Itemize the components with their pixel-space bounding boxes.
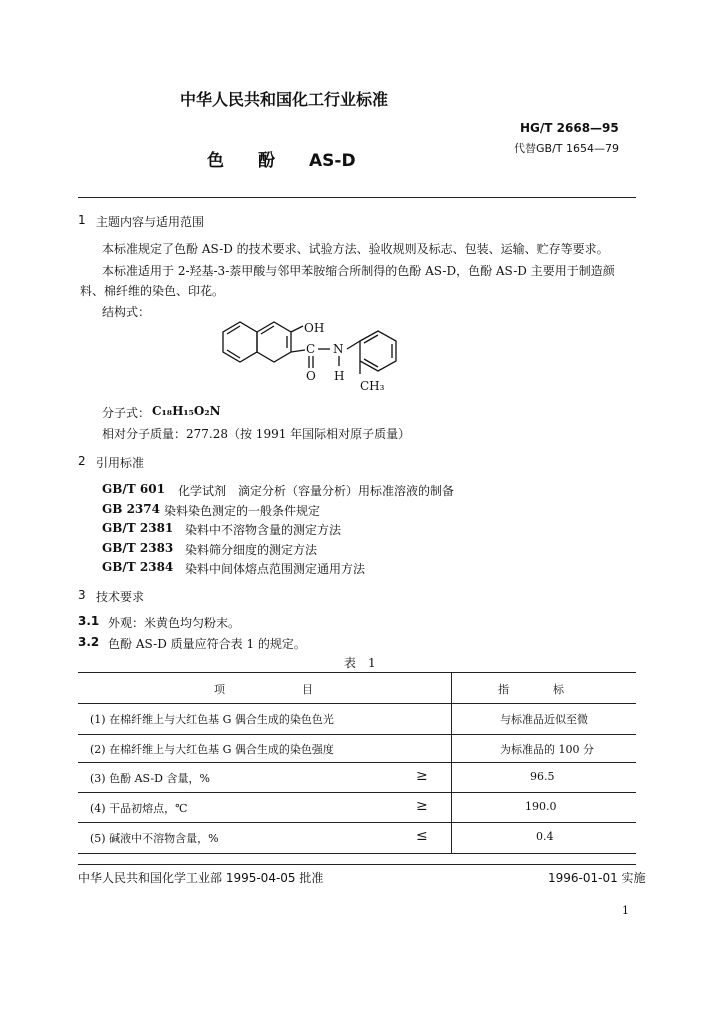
- table-row-item: (3) 色酚 AS-D 含量，%: [90, 772, 210, 785]
- section-1-heading: 主题内容与适用范围: [96, 215, 205, 229]
- clause-3-1-text: 外观：米黄色均匀粉末。: [108, 616, 241, 630]
- table-row-item: (1) 在棉纤维上与大红色基 G 偶合生成的染色色光: [90, 713, 334, 726]
- standard-code: HG/T 2668—95: [520, 121, 619, 135]
- clause-3-2-text: 色酚 AS-D 质量应符合表 1 的规定。: [108, 637, 306, 651]
- table-row-item: (2) 在棉纤维上与大红色基 G 偶合生成的染色强度: [90, 743, 334, 756]
- formula-h: H: [334, 369, 345, 383]
- table-row-rule: [78, 762, 636, 763]
- molecular-formula: C₁₈H₁₅O₂N: [152, 404, 221, 418]
- document-title: 色 酚 AS-D: [207, 151, 356, 171]
- clause-3-1-number: 3.1: [78, 614, 100, 628]
- effective-date: 1996-01-01 实施: [548, 871, 646, 885]
- formula-o: O: [306, 369, 316, 383]
- reference-title: 化学试剂 滴定分析（容量分析）用标准溶液的制备: [178, 484, 455, 498]
- structure-label: 结构式：: [102, 305, 151, 319]
- reference-title: 染料中间体熔点范围测定通用方法: [185, 562, 366, 576]
- table-row-spec: 0.4: [536, 830, 554, 843]
- section-2-heading: 引用标准: [96, 456, 145, 470]
- table-row-operator: ≤: [416, 828, 428, 844]
- molecular-formula-label: 分子式：: [102, 406, 151, 420]
- reference-code: GB/T 2384: [102, 560, 174, 574]
- section-3-heading: 技术要求: [96, 590, 145, 604]
- table-row-rule: [78, 734, 636, 735]
- table-column-divider: [451, 672, 452, 853]
- formula-ch3: CH₃: [360, 379, 385, 393]
- table-row-item: (4) 干品初熔点，℃: [90, 802, 188, 815]
- section-3-number: 3: [78, 588, 86, 602]
- section-2-number: 2: [78, 454, 86, 468]
- reference-code: GB/T 2383: [102, 541, 174, 555]
- footer-rule: [78, 864, 636, 865]
- table-row-rule: [78, 822, 636, 823]
- naphthalene-ring-left: [223, 322, 257, 362]
- table-row-spec: 为标准品的 100 分: [500, 743, 594, 756]
- reference-title: 染料染色测定的一般条件规定: [164, 504, 321, 518]
- org-title: 中华人民共和国化工行业标准: [180, 90, 389, 109]
- section-1-paragraph-2: 本标准适用于 2-羟基-3-萘甲酸与邻甲苯胺缩合所制得的色酚 AS-D，色酚 AS-D 主要用于制造颜: [102, 264, 615, 278]
- section-1-paragraph-2-cont: 料、棉纤维的染色、印花。: [80, 284, 225, 298]
- reference-title: 染料筛分细度的测定方法: [185, 543, 318, 557]
- section-1-number: 1: [78, 213, 86, 227]
- table-row-operator: ≥: [416, 768, 428, 784]
- benzene-ring: [360, 331, 396, 371]
- table-row-spec: 与标准品近似至微: [500, 713, 588, 726]
- table-row-operator: ≥: [416, 798, 428, 814]
- reference-code: GB/T 601: [102, 482, 165, 496]
- clause-3-2-number: 3.2: [78, 635, 100, 649]
- table-bottom-rule: [78, 853, 636, 854]
- section-1-paragraph-1: 本标准规定了色酚 AS-D 的技术要求、试验方法、验收规则及标志、包装、运输、贮存等要求。: [102, 242, 609, 256]
- table-row-spec: 190.0: [525, 800, 557, 813]
- molecular-mass: 277.28（按 1991 年国际相对原子质量）: [186, 427, 411, 441]
- table-caption: 表 1: [344, 656, 376, 670]
- table-top-rule: [78, 672, 636, 673]
- replaces-standard: 代替GB/T 1654—79: [514, 142, 619, 155]
- reference-code: GB 2374: [102, 502, 160, 516]
- formula-oh: OH: [304, 321, 325, 335]
- reference-title: 染料中不溶物含量的测定方法: [185, 523, 342, 537]
- table-row-rule: [78, 792, 636, 793]
- formula-n: N: [333, 342, 344, 356]
- table-row-item: (5) 碱液中不溶物含量，%: [90, 832, 219, 845]
- table-header-spec: 指 标: [498, 683, 564, 696]
- table-header-rule: [78, 703, 636, 704]
- reference-code: GB/T 2381: [102, 521, 174, 535]
- formula-c: C: [306, 342, 316, 356]
- table-row-spec: 96.5: [530, 770, 555, 783]
- approval-statement: 中华人民共和国化学工业部 1995-04-05 批准: [78, 871, 324, 885]
- molecular-mass-label: 相对分子质量：: [102, 427, 187, 441]
- page-number: 1: [622, 904, 629, 917]
- table-header-item: 项 目: [214, 683, 313, 696]
- naphthalene-ring-right: [257, 322, 291, 362]
